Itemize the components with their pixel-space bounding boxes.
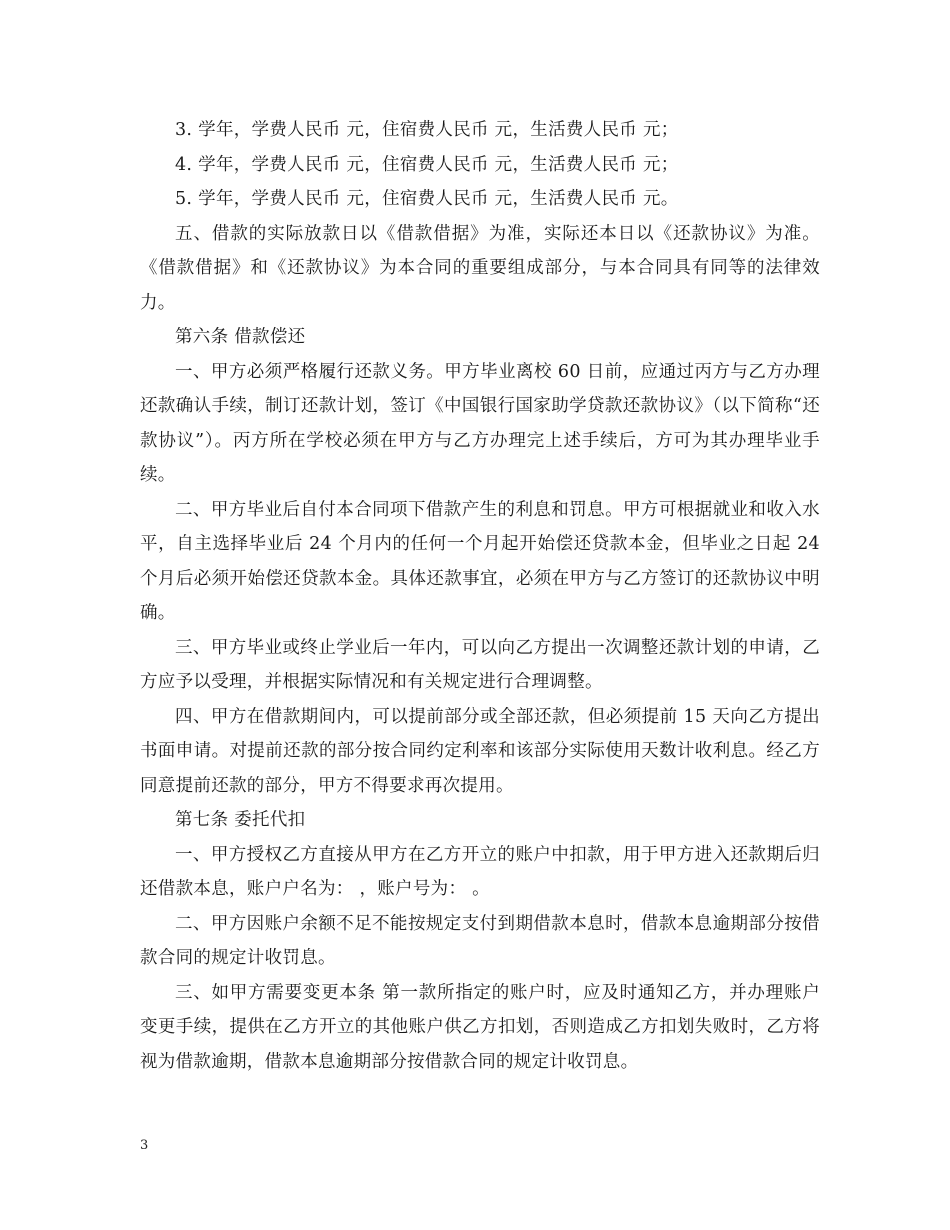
heading-text: 第七条 委托代扣 [175,810,306,830]
text-line: 《借款借据》和《还款协议》为本合同的重要组成部分，与本合同具有同等的法律 [140,258,803,278]
paragraph-fee-year-5 [140,182,820,217]
text-line: 一、甲方授权乙方直接从甲方在乙方开立的账户中扣款，用于甲方进入还款期 [175,844,785,865]
text-line: 乙方应予以受理，并根据实际情况和有关规定进行合理调整。 [140,637,820,692]
text-line: 三、如甲方需要变更本条 第一款所指定的账户时，应及时通知乙方，并办理 [175,982,784,1003]
paragraph-fee-year-4 [140,148,820,183]
text-line: 乙方将视为借款逾期，借款本息逾期部分按借款合同的规定计收罚息。 [140,1017,821,1072]
text-line: 4. 学年，学费人民币 元，住宿费人民币 元，生活费人民币 元； [175,154,679,175]
paragraph-plan-adjustment [140,631,820,700]
paragraph-loan-disbursement [140,217,820,321]
text-line: 三、甲方毕业或终止学业后一年内，可以向乙方提出一次调整还款计划的申请， [175,637,803,658]
text-line: 下简称“还款协议”）。丙方所在学校必须在甲方与乙方办理完上述手续后，方可 [140,396,820,451]
paragraph-fee-year-3 [140,113,820,148]
heading-text: 第六条 借款偿还 [175,327,306,347]
text-line: 账户变更手续，提供在乙方开立的其他账户供乙方扣划，否则造成乙方扣划失败时， [140,982,820,1037]
text-line: 5. 学年，学费人民币 元，住宿费人民币 元，生活费人民币 元。 [175,189,679,209]
text-line: 3. 学年，学费人民币 元，住宿费人民币 元，生活费人民币 元； [175,120,679,140]
text-line: 二、甲方因账户余额不足不能按规定支付到期借款本息时，借款本息逾期部分 [175,913,785,934]
text-line: 办理还款确认手续，制订还款计划，签订《中国银行国家助学贷款还款协议》（以 [140,361,820,416]
paragraph-insufficient-balance [140,907,820,976]
paragraph-interest-payment [140,493,820,631]
text-line: 一、甲方必须严格履行还款义务。甲方毕业离校 60 日前，应通过丙方与乙方 [175,361,785,382]
paragraph-auto-debit-authorization [140,838,820,907]
paragraph-early-repayment [140,700,820,804]
paragraph-repayment-obligation [140,355,820,493]
article-six-heading [140,320,820,355]
text-line: 二、甲方毕业后自付本合同项下借款产生的利息和罚息。甲方可根据就业和收 [175,499,785,520]
text-line: 提出书面申请。对提前还款的部分按合同约定利率和该部分实际使用天数计收利息。 [140,706,820,761]
text-line: 按借款合同的规定计收罚息。 [140,913,820,968]
text-line: 入水平，自主选择毕业后 24 个月内的任何一个月起开始偿还贷款本金，但毕业之 [140,499,820,554]
text-line: 后归还借款本息，账户户名为： ，账户号为： 。 [140,844,820,899]
article-seven-heading [140,803,820,838]
text-line: 四、甲方在借款期间内，可以提前部分或全部还款，但必须提前 15 天向乙方 [175,706,785,727]
document-body [140,113,820,1079]
text-line: 日起 24 个月后必须开始偿还贷款本金。具体还款事宜，必须在甲方与乙方签订的 [140,534,820,589]
paragraph-account-change [140,976,820,1080]
text-line: 效力。 [140,258,820,313]
text-line: 经乙方同意提前还款的部分，甲方不得要求再次提用。 [140,741,821,796]
page-number: 3 [140,1138,149,1153]
text-line: 为其办理毕业手续。 [140,430,820,485]
text-line: 五、借款的实际放款日以《借款借据》为准，实际还本日以《还款协议》为准。 [175,223,820,244]
text-line: 还款协议中明确。 [140,568,820,623]
